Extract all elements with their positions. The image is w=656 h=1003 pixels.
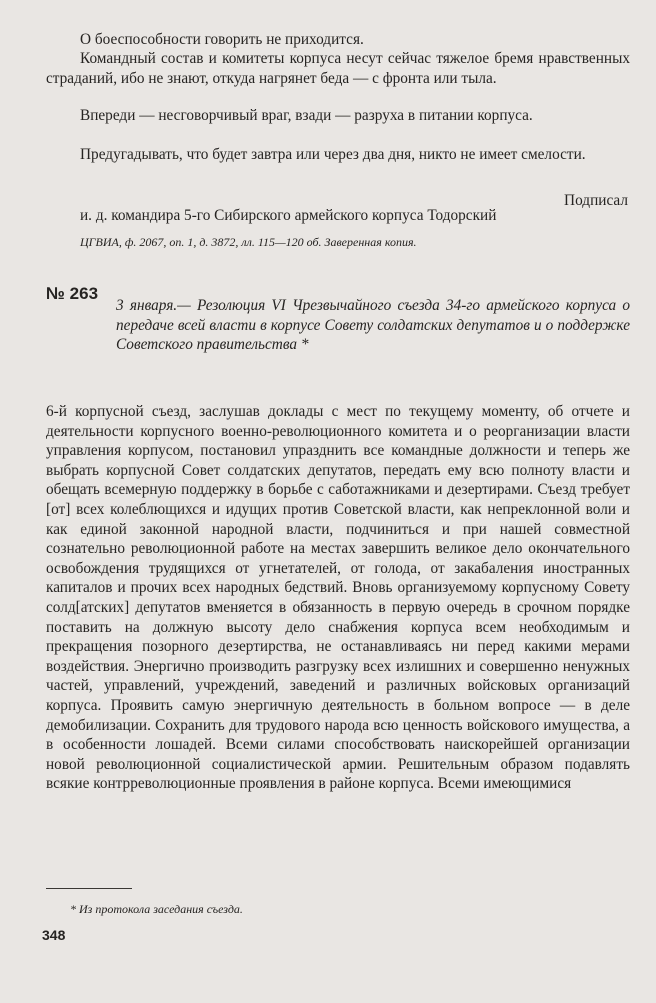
paragraph-command-staff: Командный состав и комитеты корпуса несут сейчас тяжелое бремя нравственных страданий, ибо не знают, откуда нагрянет беда — с фронта или тыла. — [46, 50, 630, 87]
signature-label: Подписал — [564, 192, 628, 209]
document-number: № 263 — [46, 284, 99, 303]
archive-reference: ЦГВИА, ф. 2067, оп. 1, д. 3872, лл. 115—120 об. Заверенная копия. — [80, 235, 417, 249]
paragraph-combat-readiness: О боеспособности говорить не приходится. — [80, 31, 364, 48]
document-title: 3 января.— Резолюция VI Чрезвычайного съезда 34-го армейского корпуса о передаче всей власти в корпусе Совету солдатских депутатов и о поддержке Советского правительства * — [116, 297, 630, 354]
paragraph-prediction: Предугадывать, что будет завтра или через два дня, никто не имеет смелости. — [80, 146, 586, 163]
page-number: 348 — [42, 927, 66, 943]
footnote-divider — [46, 888, 132, 889]
signature-name: и. д. командира 5-го Сибирского армейского корпуса Тодорский — [80, 207, 497, 224]
document-body: 6-й корпусной съезд, заслушав доклады с мест по текущему моменту, об отчете и деятельности корпусного военно-революционного комитета и о реорганизации власти управления корпусом, постановил упразднить все командные должности и теперь же выбрать корпусной Совет солдатских депутатов, передать ему всю полноту власти и обещать всемерную поддержку в борьбе с саботажниками и дезертирами. Съезд требует [от] всех колеблющихся и идущих против Советской власти, как непреклонной воли и как единой законной народной власти, подчиниться и при нашей совместной сознательно революционной работе на местах завершить великое дело окончательного освобождения трудящихся от угнетателей, от голода, от закабаления иностранных капиталов и прочих всех народных бедствий. Вновь организуемому корпусному Совету солд[атских] депутатов вменяется в обязанность в первую очередь в срочном порядке поставить на должную высоту дело снабжения корпуса всем необходимым и прекращения позорного дезертирства, не останавливаясь ни перед какими мерами воздействия. Энергично производить разгрузку всех излишних и совершенно ненужных частей, управлений, учреждений, заведений и различных войсковых организаций корпуса. Проявить самую энергичную деятельность в больном вопросе — в деле демобилизации. Сохранить для трудового народа всю ценность войскового имущества, а в особенности лошадей. Всеми силами способствовать наискорейшей организации новой революционной социалистической армии. Решительным образом подавлять всякие контрреволюционные проявления в районе корпуса. Всеми имеющимися — [46, 403, 630, 793]
paragraph-enemy-ahead: Впереди — несговорчивый враг, взади — разруха в питании корпуса. — [80, 107, 533, 124]
footnote: * Из протокола заседания съезда. — [70, 902, 243, 916]
